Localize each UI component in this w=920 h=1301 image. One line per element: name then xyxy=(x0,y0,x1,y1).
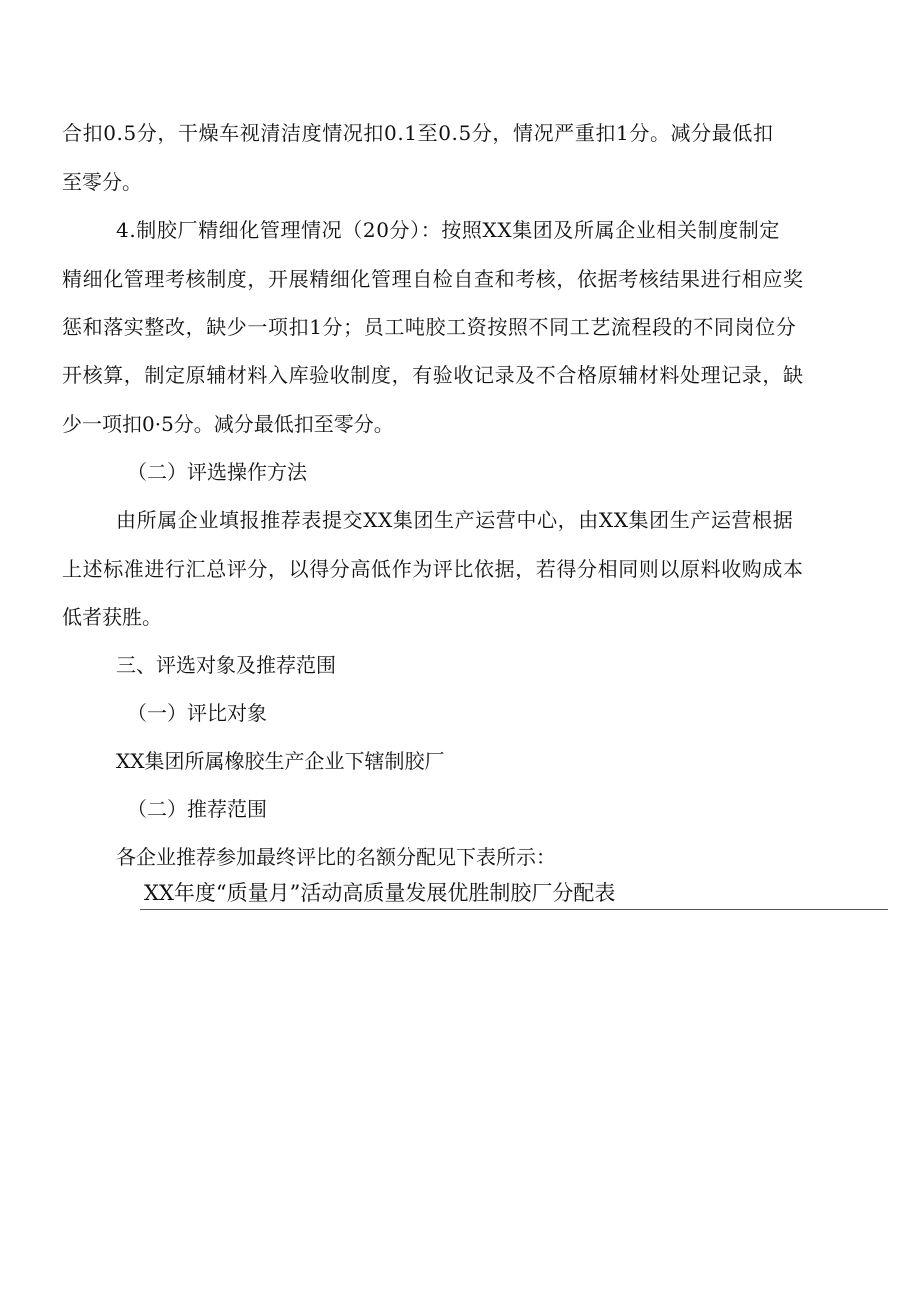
recommendation-scope-text: 各企业推荐参加最终评比的名额分配见下表所示： xyxy=(116,845,556,869)
paragraph-2-line-1: 4.制胶厂精细化管理情况（20分）：按照XX集团及所属企业相关制度制定 xyxy=(116,218,781,242)
table-caption: XX年度“质量月”活动高质量发展优胜制胶厂分配表 xyxy=(144,881,616,905)
paragraph-2-line-3: 惩和落实整改，缺少一项扣1分；员工吨胶工资按照不同工艺流程段的不同岗位分 xyxy=(62,315,797,339)
paragraph-2-line-4: 开核算，制定原辅材料入库验收制度，有验收记录及不合格原辅材料处理记录，缺 xyxy=(62,363,804,387)
table-caption-area xyxy=(140,877,888,910)
paragraph-2-line-2: 精细化管理考核制度，开展精细化管理自检自查和考核，依据考核结果进行相应奖 xyxy=(62,267,804,291)
subsection-heading-recommendation-scope: （二）推荐范围 xyxy=(127,797,267,821)
paragraph-1-line-2: 至零分。 xyxy=(62,170,142,194)
paragraph-3-line-2: 上述标准进行汇总评分，以得分高低作为评比依据，若得分相同则以原料收购成本 xyxy=(62,557,804,581)
paragraph-2-line-5: 少一项扣0·5分。减分最低扣至零分。 xyxy=(62,412,394,436)
subsection-heading-evaluation-target: （一）评比对象 xyxy=(127,701,267,725)
paragraph-3-line-1: 由所属企业填报推荐表提交XX集团生产运营中心，由XX集团生产运营根据 xyxy=(116,508,794,532)
paragraph-1-line-1: 合扣0.5分，干燥车视清洁度情况扣0.1至0.5分，情况严重扣1分。减分最低扣 xyxy=(62,121,774,145)
evaluation-target-text: XX集团所属橡胶生产企业下辖制胶厂 xyxy=(116,749,445,773)
paragraph-3-line-3: 低者获胜。 xyxy=(62,605,162,629)
section-heading-targets-scope: 三、评选对象及推荐范围 xyxy=(116,653,336,677)
section-heading-selection-method: （二）评选操作方法 xyxy=(127,460,307,484)
